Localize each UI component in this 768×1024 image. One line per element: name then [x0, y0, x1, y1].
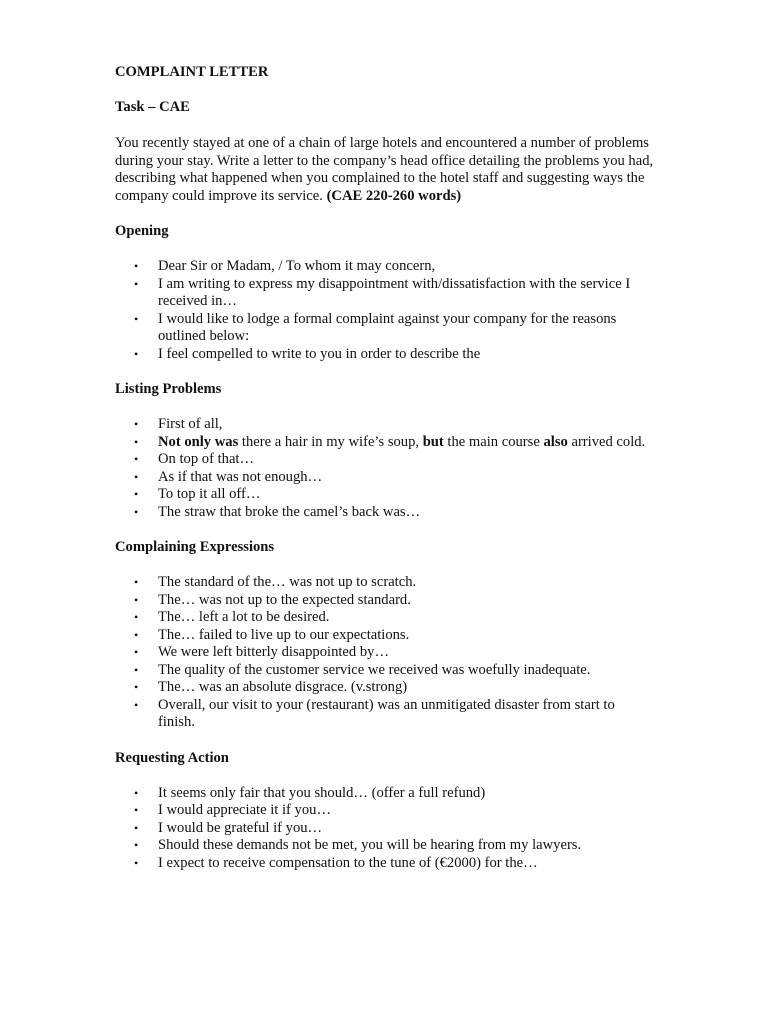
section-heading-complaining-expressions: Complaining Expressions	[115, 539, 275, 555]
list-item: • Should these demands not be met, you will be hearing from my lawyers.	[134, 837, 582, 853]
section-heading-listing-problems: Listing Problems	[115, 381, 222, 397]
requesting-action-list	[115, 785, 655, 873]
list-item: • I would like to lodge a formal complaint against your company for the reasons outlined below:	[134, 310, 617, 344]
list-item: • I would appreciate it if you…	[134, 802, 332, 818]
list-item: • Dear Sir or Madam, / To whom it may concern,	[134, 258, 436, 274]
bullet-icon: •	[134, 838, 139, 852]
list-item: • It seems only fair that you should… (offer a full refund)	[134, 784, 486, 801]
task-description	[115, 135, 655, 205]
bullet-icon: •	[134, 575, 139, 589]
bullet-icon: •	[134, 855, 139, 870]
bullet-icon: •	[134, 645, 139, 659]
list-item: • The… was not up to the expected standard.	[134, 591, 411, 608]
bullet-icon: •	[134, 276, 139, 291]
list-item: • The standard of the… was not up to scratch.	[134, 574, 417, 590]
bullet-icon: •	[134, 610, 139, 624]
bullet-icon: •	[134, 259, 139, 273]
list-item: • I feel compelled to write to you in order to describe the	[134, 345, 481, 362]
list-item: • The quality of the customer service we received was woefully inadequate.	[134, 661, 591, 678]
section-heading-opening: Opening	[115, 223, 169, 239]
list-item: • On top of that…	[134, 451, 255, 467]
bullet-icon: •	[134, 662, 139, 677]
bullet-icon: •	[134, 592, 139, 607]
document-page	[115, 64, 655, 872]
list-item: • I expect to receive compensation to the tune of (€2000) for the…	[134, 854, 538, 871]
bullet-icon: •	[134, 487, 139, 501]
bullet-icon: •	[134, 627, 139, 642]
bullet-icon: •	[134, 417, 139, 431]
bullet-icon: •	[134, 785, 139, 800]
bullet-icon: •	[134, 504, 139, 519]
task-description-text: You recently stayed at one of a chain of large hotels and encountered a number of problems during your stay. Write a letter to the company’s head office detailing the problems you had, describing what happened when you complained to the hotel staff and suggesting ways the company could improve its service.	[115, 135, 654, 204]
list-item: • The… failed to live up to our expectations.	[134, 626, 410, 643]
list-item: • We were left bitterly disappointed by…	[134, 644, 390, 660]
bullet-icon: •	[134, 346, 139, 361]
bullet-icon: •	[134, 697, 139, 712]
list-item: • As if that was not enough…	[134, 468, 323, 485]
opening-list	[115, 258, 655, 363]
document-title: COMPLAINT LETTER	[115, 64, 269, 80]
list-item: • The… left a lot to be desired.	[134, 609, 330, 625]
word-count-note: (CAE 220-260 words)	[326, 187, 462, 204]
list-item: • To top it all off…	[134, 486, 261, 502]
list-item: • The… was an absolute disgrace. (v.strong)	[134, 679, 408, 695]
task-heading: Task – CAE	[115, 99, 190, 115]
list-item: • I would be grateful if you…	[134, 819, 323, 836]
list-item: • The straw that broke the camel’s back was…	[134, 503, 421, 520]
bullet-icon: •	[134, 803, 139, 817]
bullet-icon: •	[134, 434, 139, 449]
bullet-icon: •	[134, 311, 139, 326]
complaining-expressions-list	[115, 574, 655, 732]
bullet-icon: •	[134, 469, 139, 484]
section-heading-requesting-action: Requesting Action	[115, 749, 229, 766]
bullet-icon: •	[134, 680, 139, 694]
bullet-icon: •	[134, 820, 139, 835]
list-item: • First of all,	[134, 416, 223, 432]
bullet-icon: •	[134, 452, 139, 466]
list-item: • Overall, our visit to your (restaurant) was an unmitigated disaster from start to finish.	[134, 696, 615, 730]
list-item: • Not only was there a hair in my wife’s soup, but the main course also arrived cold.	[134, 433, 646, 450]
list-item: • I am writing to express my disappointment with/dissatisfaction with the service I received in…	[134, 275, 631, 309]
listing-problems-list	[115, 416, 655, 521]
